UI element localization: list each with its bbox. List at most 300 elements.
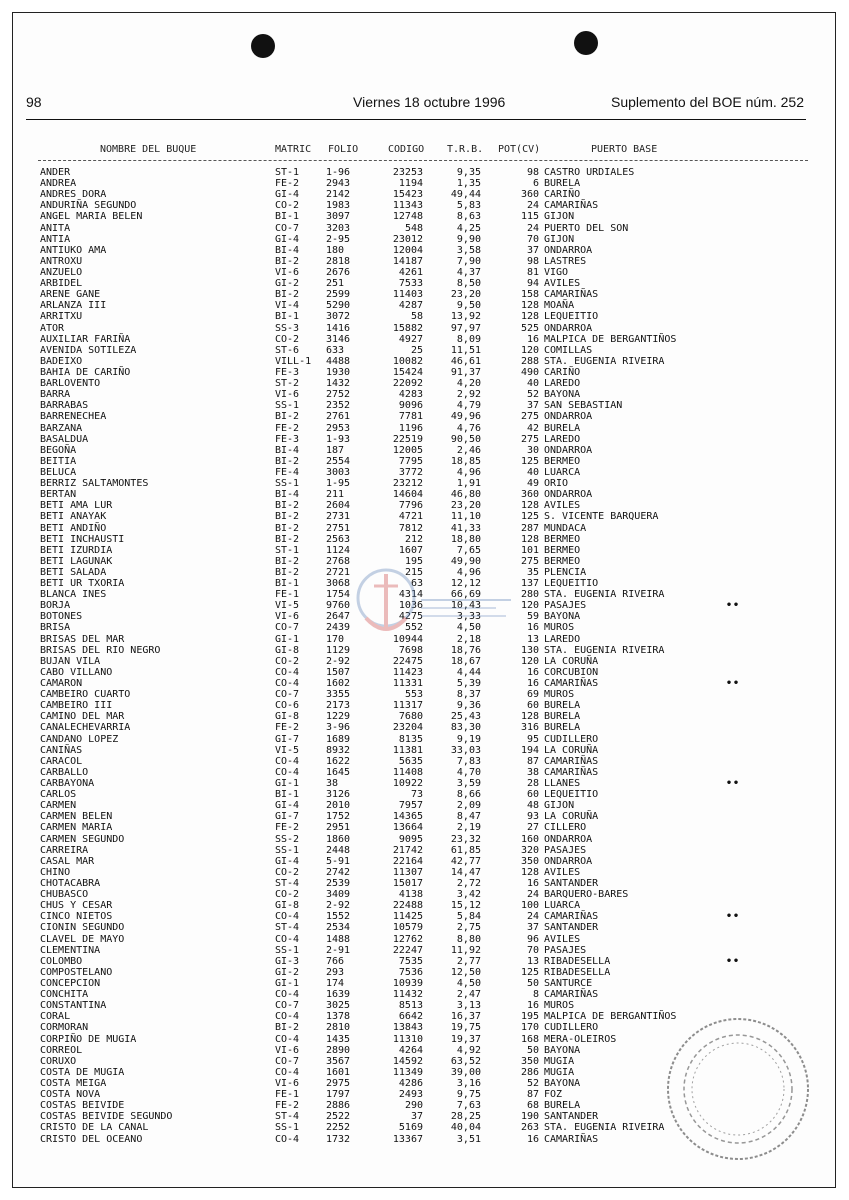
codigo: 15423	[392, 189, 423, 201]
codigo: 195	[404, 555, 423, 567]
codigo: 22475	[392, 655, 423, 667]
codigo: 58	[410, 311, 423, 323]
trb: 28,25	[450, 1111, 481, 1123]
matric: VI-6	[275, 1044, 300, 1056]
folio: 1639	[326, 989, 351, 1001]
vessel-name: BADEIXO	[40, 355, 83, 367]
codigo: 11331	[392, 678, 423, 690]
vessel-name: BORJA	[40, 600, 71, 612]
table-row	[38, 767, 808, 778]
pot: 195	[520, 1011, 539, 1023]
trb: 2,46	[456, 444, 481, 456]
puerto-base: PUERTO DEL SON	[544, 222, 629, 234]
pot: 137	[520, 578, 539, 590]
matric: CO-4	[275, 666, 300, 678]
pot: 360	[520, 189, 539, 201]
vessel-name: CAMBEIRO CUARTO	[40, 689, 131, 701]
vessel-name: CHUBASCO	[40, 889, 89, 901]
folio: 766	[326, 955, 345, 967]
trb: 4,20	[456, 378, 481, 390]
folio: 5290	[326, 300, 351, 312]
vessel-name: ANTROXU	[40, 255, 83, 267]
table-row	[38, 978, 808, 989]
puerto-base: ONDARROA	[544, 411, 593, 423]
supplement-title: Suplemento del BOE núm. 252	[610, 94, 804, 110]
row-mark: ••	[726, 678, 741, 690]
matric: FE-2	[275, 1100, 300, 1112]
vessel-name: BETI LAGUNAK	[40, 555, 113, 567]
puerto-base: CAMARIÑAS	[544, 911, 599, 923]
table-row	[38, 211, 808, 222]
folio: 1930	[326, 366, 351, 378]
puerto-base: LA CORUÑA	[544, 811, 599, 823]
trb: 7,63	[456, 1100, 481, 1112]
vessel-name: AVENIDA SOTILEZA	[40, 344, 137, 356]
puerto-base: GIJON	[544, 800, 575, 812]
folio: 187	[326, 444, 345, 456]
folio: 2-91	[326, 944, 351, 956]
matric: FE-2	[275, 178, 300, 190]
codigo: 212	[404, 533, 423, 545]
trb: 23,20	[450, 289, 481, 301]
vessel-name: BRISAS DEL MAR	[40, 633, 125, 645]
table-row	[38, 256, 808, 267]
codigo: 553	[404, 689, 423, 701]
puerto-base: CAMARIÑAS	[544, 1133, 599, 1145]
trb: 8,80	[456, 933, 481, 945]
folio: 1-96	[326, 167, 351, 178]
matric: GI-1	[275, 778, 300, 790]
vessel-name: BETI INCHAUSTI	[40, 533, 125, 545]
vessel-name: BETI UR TXORIA	[40, 578, 125, 590]
matric: FE-2	[275, 822, 300, 834]
trb: 11,51	[450, 344, 481, 356]
matric: CO-4	[275, 755, 300, 767]
vessel-name: CINCO NIETOS	[40, 911, 113, 923]
matric: BI-2	[275, 511, 300, 523]
pot: 525	[520, 322, 539, 334]
trb: 90,50	[450, 433, 481, 445]
folio: 2886	[326, 1100, 351, 1112]
trb: 9,75	[456, 1089, 481, 1101]
folio: 2010	[326, 800, 351, 812]
table-row	[38, 956, 808, 967]
puerto-base: AVILES	[544, 866, 581, 878]
pot: 16	[526, 678, 539, 690]
trb: 83,30	[450, 722, 481, 734]
puerto-base: CAMARIÑAS	[544, 200, 599, 212]
pot: 275	[520, 433, 539, 445]
puerto-base: MUGIA	[544, 1066, 575, 1078]
puerto-base: ONDARROA	[544, 244, 593, 256]
trb: 8,47	[456, 811, 481, 823]
vessel-name: CLAVEL DE MAYO	[40, 933, 125, 945]
matric: SS-2	[275, 833, 300, 845]
pot: 128	[520, 500, 539, 512]
codigo: 14365	[392, 811, 423, 823]
matric: SS-3	[275, 322, 300, 334]
puerto-base: BERMEO	[544, 555, 581, 567]
folio: 1378	[326, 1011, 351, 1023]
vessel-name: BELUCA	[40, 466, 77, 478]
vessel-name: CORAL	[40, 1011, 71, 1023]
puerto-base: LAREDO	[544, 378, 581, 390]
trb: 2,47	[456, 989, 481, 1001]
codigo: 548	[404, 222, 423, 234]
table-row	[38, 900, 808, 911]
vessel-name: BETI ANAYAK	[40, 511, 107, 523]
folio: 1754	[326, 589, 351, 601]
folio: 1-95	[326, 478, 351, 490]
puerto-base: CAMARIÑAS	[544, 289, 599, 301]
matric: BI-2	[275, 1022, 300, 1034]
trb: 4,96	[456, 466, 481, 478]
codigo: 11317	[392, 700, 423, 712]
pot: 52	[526, 389, 539, 401]
codigo: 37	[410, 1111, 423, 1123]
matric: FE-2	[275, 722, 300, 734]
table-row	[38, 789, 808, 800]
codigo: 22247	[392, 944, 423, 956]
matric: GI-7	[275, 811, 300, 823]
table-row	[38, 300, 808, 311]
matric: CO-7	[275, 1055, 300, 1067]
folio: 1432	[326, 378, 351, 390]
codigo: 7957	[398, 800, 423, 812]
puerto-base: BAYONA	[544, 389, 581, 401]
table-row	[38, 778, 808, 789]
vessel-name: CAMARON	[40, 678, 83, 690]
trb: 46,80	[450, 489, 481, 501]
folio: 2-92	[326, 900, 351, 912]
pot: 98	[526, 167, 539, 178]
pot: 60	[526, 789, 539, 801]
codigo: 552	[404, 622, 423, 634]
codigo: 3772	[398, 466, 423, 478]
trb: 8,09	[456, 333, 481, 345]
pot: 24	[526, 200, 539, 212]
table-row	[38, 811, 808, 822]
vessel-name: BETI IZURDIA	[40, 544, 113, 556]
codigo: 12748	[392, 211, 423, 223]
vessel-name: BRISAS DEL RIO NEGRO	[40, 644, 161, 656]
folio: 2142	[326, 189, 351, 201]
puerto-base: STA. EUGENIA RIVEIRA	[544, 1122, 665, 1134]
trb: 4,70	[456, 766, 481, 778]
codigo: 8135	[398, 733, 423, 745]
table-row	[38, 822, 808, 833]
codigo: 10944	[392, 633, 423, 645]
pot: 87	[526, 1089, 539, 1101]
matric: BI-1	[275, 211, 300, 223]
vessel-name: CANIÑAS	[40, 744, 83, 756]
puerto-base: S. VICENTE BARQUERA	[544, 511, 659, 523]
codigo: 23012	[392, 233, 423, 245]
trb: 13,92	[450, 311, 481, 323]
table-row	[38, 456, 808, 467]
matric: ST-1	[275, 544, 300, 556]
trb: 5,39	[456, 678, 481, 690]
folio: 2742	[326, 866, 351, 878]
trb: 46,61	[450, 355, 481, 367]
table-row	[38, 889, 808, 900]
pot: 320	[520, 844, 539, 856]
pot: 27	[526, 822, 539, 834]
table-row	[38, 845, 808, 856]
puerto-base: BERMEO	[544, 455, 581, 467]
pot: 275	[520, 411, 539, 423]
pot: 16	[526, 333, 539, 345]
matric: CO-6	[275, 700, 300, 712]
matric: GI-7	[275, 733, 300, 745]
table-row	[38, 423, 808, 434]
vessel-name: BEGOÑA	[40, 444, 77, 456]
matric: CO-7	[275, 622, 300, 634]
matric: VI-5	[275, 600, 300, 612]
pot: 60	[526, 700, 539, 712]
codigo: 7680	[398, 711, 423, 723]
matric: BI-1	[275, 789, 300, 801]
vessel-name: COSTA NOVA	[40, 1089, 101, 1101]
folio: 2676	[326, 266, 351, 278]
folio: 2731	[326, 511, 351, 523]
vessel-name: BAHIA DE CARIÑO	[40, 366, 131, 378]
pot: 35	[526, 566, 539, 578]
codigo: 11403	[392, 289, 423, 301]
trb: 7,90	[456, 255, 481, 267]
pot: 125	[520, 455, 539, 467]
trb: 2,75	[456, 922, 481, 934]
puerto-base: PLENCIA	[544, 566, 587, 578]
codigo: 73	[410, 789, 423, 801]
pot: 59	[526, 611, 539, 623]
pot: 115	[520, 211, 539, 223]
vessel-name: CASAL MAR	[40, 855, 95, 867]
matric: GI-2	[275, 278, 300, 290]
trb: 8,50	[456, 278, 481, 290]
vessel-name: ANZUELO	[40, 266, 83, 278]
pot: 94	[526, 278, 539, 290]
pot: 87	[526, 755, 539, 767]
pot: 128	[520, 533, 539, 545]
table-row	[38, 434, 808, 445]
trb: 16,37	[450, 1011, 481, 1023]
vessel-name: CHINO	[40, 866, 71, 878]
matric: ST-6	[275, 344, 300, 356]
trb: 18,76	[450, 644, 481, 656]
folio: 1602	[326, 678, 351, 690]
vessel-name: COSTA MEIGA	[40, 1077, 107, 1089]
vessel-name: CARBAYONA	[40, 778, 95, 790]
puerto-base: MUROS	[544, 1000, 575, 1012]
folio: 2752	[326, 389, 351, 401]
codigo: 22519	[392, 433, 423, 445]
folio: 2943	[326, 178, 351, 190]
vessel-name: CONSTANTINA	[40, 1000, 107, 1012]
codigo: 4275	[398, 611, 423, 623]
puerto-base: ORIO	[544, 478, 569, 490]
folio: 170	[326, 633, 345, 645]
folio: 2563	[326, 533, 351, 545]
codigo: 4721	[398, 511, 423, 523]
matric: SS-1	[275, 944, 300, 956]
vessel-name: COSTAS BEIVIDE SEGUNDO	[40, 1111, 173, 1123]
vessel-name: CANALECHEVARRIA	[40, 722, 131, 734]
table-row	[38, 700, 808, 711]
pot: 158	[520, 289, 539, 301]
table-row	[38, 489, 808, 500]
pot: 50	[526, 1044, 539, 1056]
vessel-name: BETI ANDIÑO	[40, 522, 107, 534]
matric: GI-2	[275, 966, 300, 978]
codigo: 23253	[392, 167, 423, 178]
folio: 1622	[326, 755, 351, 767]
puerto-base: MALPICA DE BERGANTIÑOS	[544, 1011, 677, 1023]
vessel-name: COSTAS BEIVIDE	[40, 1100, 125, 1112]
row-mark: ••	[726, 600, 741, 612]
folio: 1416	[326, 322, 351, 334]
pot: 24	[526, 911, 539, 923]
puerto-base: LEQUEITIO	[544, 311, 599, 323]
puerto-base: ONDARROA	[544, 322, 593, 334]
pot: 70	[526, 233, 539, 245]
vessel-name: ANTIA	[40, 233, 71, 245]
pot: 24	[526, 889, 539, 901]
matric: ST-4	[275, 878, 300, 889]
vessel-name: ANDER	[40, 167, 71, 178]
vessel-name: CRISTO DE LA CANAL	[40, 1122, 149, 1134]
vessel-name: BERRIZ SALTAMONTES	[40, 478, 149, 490]
folio: 3355	[326, 689, 351, 701]
pot: 128	[520, 311, 539, 323]
codigo: 9095	[398, 833, 423, 845]
codigo: 4286	[398, 1077, 423, 1089]
codigo: 2493	[398, 1089, 423, 1101]
codigo: 11381	[392, 744, 423, 756]
puerto-base: MUROS	[544, 689, 575, 701]
table-row	[38, 878, 808, 889]
pot: 16	[526, 666, 539, 678]
trb: 5,83	[456, 200, 481, 212]
table-row	[38, 178, 808, 189]
trb: 97,97	[450, 322, 481, 334]
puerto-base: BURELA	[544, 422, 581, 434]
table-row	[38, 400, 808, 411]
puerto-base: LEQUEITIO	[544, 789, 599, 801]
pot: 81	[526, 266, 539, 278]
folio: 2522	[326, 1111, 351, 1123]
matric: BI-2	[275, 455, 300, 467]
table-row	[38, 967, 808, 978]
trb: 4,44	[456, 666, 481, 678]
puerto-base: BERMEO	[544, 544, 581, 556]
folio: 2951	[326, 822, 351, 834]
puerto-base: MUNDACA	[544, 522, 587, 534]
trb: 63,52	[450, 1055, 481, 1067]
vessel-name: CABO VILLANO	[40, 666, 113, 678]
puerto-base: LA CORUÑA	[544, 655, 599, 667]
vessel-name: CAMBEIRO III	[40, 700, 113, 712]
matric: FE-1	[275, 1089, 300, 1101]
trb: 4,92	[456, 1044, 481, 1056]
pot: 37	[526, 244, 539, 256]
matric: CO-2	[275, 889, 300, 901]
folio: 1229	[326, 711, 351, 723]
puerto-base: PASAJES	[544, 600, 587, 612]
table-row	[38, 722, 808, 733]
puerto-base: STA. EUGENIA RIVEIRA	[544, 355, 665, 367]
table-row	[38, 467, 808, 478]
folio: 1983	[326, 200, 351, 212]
puerto-base: LASTRES	[544, 255, 587, 267]
header-rule	[26, 119, 806, 120]
trb: 2,92	[456, 389, 481, 401]
table-row	[38, 523, 808, 534]
matric: BI-1	[275, 311, 300, 323]
pot: 190	[520, 1111, 539, 1123]
codigo: 12005	[392, 444, 423, 456]
matric: CO-4	[275, 1133, 300, 1145]
folio: 3203	[326, 222, 351, 234]
pot: 490	[520, 366, 539, 378]
codigo: 1196	[398, 422, 423, 434]
folio: 9760	[326, 600, 351, 612]
column-headers	[38, 144, 808, 158]
trb: 33,03	[450, 744, 481, 756]
vessel-name: BARRABAS	[40, 400, 89, 412]
row-mark: ••	[726, 955, 741, 967]
puerto-base: LAREDO	[544, 633, 581, 645]
puerto-base: MALPICA DE BERGANTIÑOS	[544, 333, 677, 345]
trb: 3,42	[456, 889, 481, 901]
vessel-name: ARBIDEL	[40, 278, 83, 290]
trb: 91,37	[450, 366, 481, 378]
pot: 8	[532, 989, 539, 1001]
codigo: 7698	[398, 644, 423, 656]
table-row	[38, 245, 808, 256]
vessel-name: CORMORAN	[40, 1022, 89, 1034]
folio: 2818	[326, 255, 351, 267]
table-row	[38, 734, 808, 745]
matric: ST-2	[275, 378, 300, 390]
folio: 1552	[326, 911, 351, 923]
codigo: 1036	[398, 600, 423, 612]
table-row	[38, 367, 808, 378]
folio: 1860	[326, 833, 351, 845]
codigo: 4927	[398, 333, 423, 345]
folio: 211	[326, 489, 345, 501]
trb: 4,25	[456, 222, 481, 234]
table-row	[38, 345, 808, 356]
trb: 49,96	[450, 411, 481, 423]
codigo: 1607	[398, 544, 423, 556]
folio: 2975	[326, 1077, 351, 1089]
folio: 2-92	[326, 655, 351, 667]
trb: 18,80	[450, 533, 481, 545]
folio: 633	[326, 344, 345, 356]
pot: 100	[520, 900, 539, 912]
table-row	[38, 223, 808, 234]
puerto-base: VIGO	[544, 266, 569, 278]
codigo: 15017	[392, 878, 423, 889]
folio: 1645	[326, 766, 351, 778]
folio: 2252	[326, 1122, 351, 1134]
codigo: 21742	[392, 844, 423, 856]
pot: 120	[520, 655, 539, 667]
codigo: 7795	[398, 455, 423, 467]
pot: 95	[526, 733, 539, 745]
folio: 3126	[326, 789, 351, 801]
